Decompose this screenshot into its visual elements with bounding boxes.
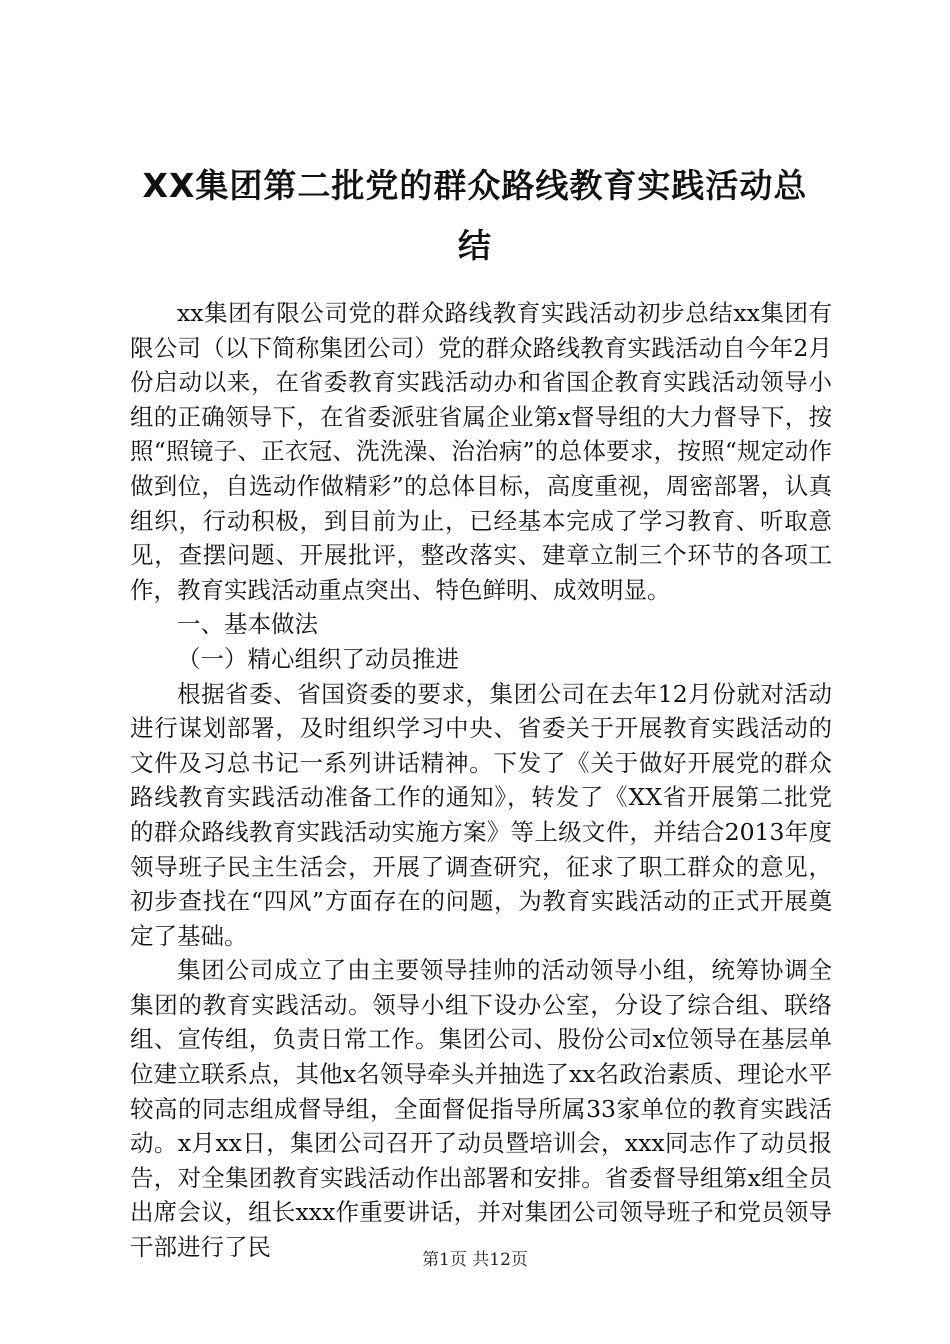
document-title-line-2: 结 [458,226,492,265]
paragraph: 根据省委、省国资委的要求，集团公司在去年12月份就对活动进行谋划部署，及时组织学习中央、省委关于开展教育实践活动的文件及习总书记一系列讲话精神。下发了《关于做好开展党的群众路线教育实践活动准备工作的通知》，转发了《XX省开展第二批党的群众路线教育实践活动实施方案》等上级文件，并结合2013年度领导班子民主生活会，开展了调查研究，征求了职工群众的意见，初步查找在“四风”方面存在的问题，为教育实践活动的正式开展奠定了基础。 [130,679,832,950]
section-heading: 一、基本做法 [177,610,318,639]
paragraph-intro: xx集团有限公司党的群众路线教育实践活动初步总结xx集团有限公司（以下简称集团公司）党的群众路线教育实践活动自今年2月份启动以来，在省委教育实践活动办和省国企教育实践活动领导小组的正确领导下，在省委派驻省属企业第x督导组的大力督导下，按照“照镜子、正衣冠、洗洗澡、治治病”的总体要求，按照“规定动作做到位，自选动作做精彩”的总体目标，高度重视，周密部署，认真组织，行动积极，到目前为止，已经基本完成了学习教育、听取意见，查摆问题、开展批评，整改落实、建章立制三个环节的各项工作，教育实践活动重点突出、特色鲜明、成效明显。 [130,299,832,604]
document-body [130,296,832,1265]
paragraph: 集团公司成立了由主要领导挂帅的活动领导小组，统筹协调全集团的教育实践活动。领导小组下设办公室，分设了综合组、联络组、宣传组，负责日常工作。集团公司、股份公司x位领导在基层单位建立联系点，其他x名领导牵头并抽选了xx名政治素质、理论水平较高的同志组成督导组，全面督促指导所属33家单位的教育实践活动。x月xx日，集团公司召开了动员暨培训会，xxx同志作了动员报告，对全集团教育实践活动作出部署和安排。省委督导组第x组全员出席会议，组长xxx作重要讲话，并对集团公司领导班子和党员领导干部进行了民 [130,956,832,1262]
page-number-footer: 第1页 共12页 [422,1250,528,1270]
subsection-heading: （一）精心组织了动员推进 [177,644,459,673]
document-title-line-1: XX集团第二批党的群众路线教育实践活动总 [142,166,808,205]
